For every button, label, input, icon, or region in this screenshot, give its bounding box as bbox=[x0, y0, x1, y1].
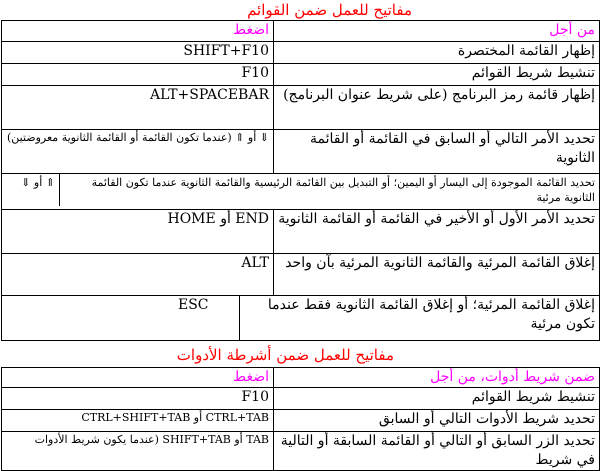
row-purpose: إغلاق القائمة المرئية والقائمة الثانوية المرئية بآن واحد bbox=[274, 254, 600, 296]
purpose-column-header: من أجل bbox=[274, 21, 600, 42]
row-purpose: تحديد القائمة الموجودة إلى اليسار أو اليمين؛ أو التبديل بين القائمة الرئيسية والقائمة الثانوية عندما تكون القائمة الثانوية مرئية bbox=[59, 174, 599, 206]
row-keys: HOME أو END bbox=[2, 210, 274, 254]
table-row bbox=[2, 174, 600, 210]
table-row bbox=[2, 388, 600, 410]
row-keys: SHIFT+F10 bbox=[2, 42, 274, 64]
row-keys: ⇓ أو ⇑ (عندما تكون القائمة أو القائمة الثانوية معروضتين) bbox=[2, 130, 274, 174]
purpose-column-header: ضمن شريط أدوات، من أجل bbox=[274, 368, 600, 388]
row-purpose: إغلاق القائمة المرئية؛ أو إغلاق القائمة الثانوية فقط عندما تكون مرئية bbox=[239, 296, 599, 340]
row-keys: ALT+SPACEBAR bbox=[2, 86, 274, 130]
row-purpose: إظهار قائمة رمز البرنامج (على شريط عنوان البرنامج) bbox=[274, 86, 600, 130]
table-row bbox=[2, 64, 600, 86]
row-purpose: تحديد الأمر الأول أو الأخير في القائمة أو القائمة الثانوية bbox=[274, 210, 600, 254]
row-keys: F10 bbox=[2, 388, 274, 410]
menus-heading: مفاتيح للعمل ضمن القوائم bbox=[247, 1, 412, 19]
table-row bbox=[2, 296, 600, 341]
row-keys: ALT bbox=[2, 254, 274, 296]
row-purpose: تنشيط شريط القوائم bbox=[274, 64, 600, 86]
table-row bbox=[2, 42, 600, 64]
row-keys: F10 bbox=[2, 64, 274, 86]
table-row bbox=[2, 432, 600, 471]
table-row bbox=[2, 410, 600, 432]
table-header-row bbox=[2, 368, 600, 388]
row-keys: ⇑ أو ⇓ bbox=[21, 176, 55, 189]
row-purpose: تحديد الأمر التالي أو السابق في القائمة أو القائمة الثانوية bbox=[274, 130, 600, 174]
row-keys: ESC bbox=[178, 297, 209, 313]
row-purpose: تنشيط شريط القوائم bbox=[274, 388, 600, 410]
toolbars-shortcuts-table bbox=[1, 367, 600, 471]
table-row bbox=[2, 254, 600, 296]
menus-shortcuts-table bbox=[1, 20, 600, 341]
table-row bbox=[2, 130, 600, 174]
table-row bbox=[2, 210, 600, 254]
press-column-header: اضغط bbox=[2, 21, 274, 42]
row-purpose: تحديد شريط الأدوات التالي أو السابق bbox=[274, 410, 600, 432]
row-purpose: إظهار القائمة المختصرة bbox=[274, 42, 600, 64]
row-purpose: تحديد الزر السابق أو التالي أو القائمة السابقة أو التالية في شريط bbox=[274, 432, 600, 471]
row-keys: TAB أو SHIFT+TAB (عندما يكون شريط الأدوات bbox=[2, 432, 274, 471]
row-keys: CTRL+TAB أو CTRL+SHIFT+TAB bbox=[2, 410, 274, 432]
toolbars-heading: مفاتيح للعمل ضمن أشرطة الأدوات bbox=[176, 346, 394, 364]
table-row bbox=[2, 86, 600, 130]
press-column-header: اضغط bbox=[2, 368, 274, 388]
table-header-row bbox=[2, 21, 600, 42]
